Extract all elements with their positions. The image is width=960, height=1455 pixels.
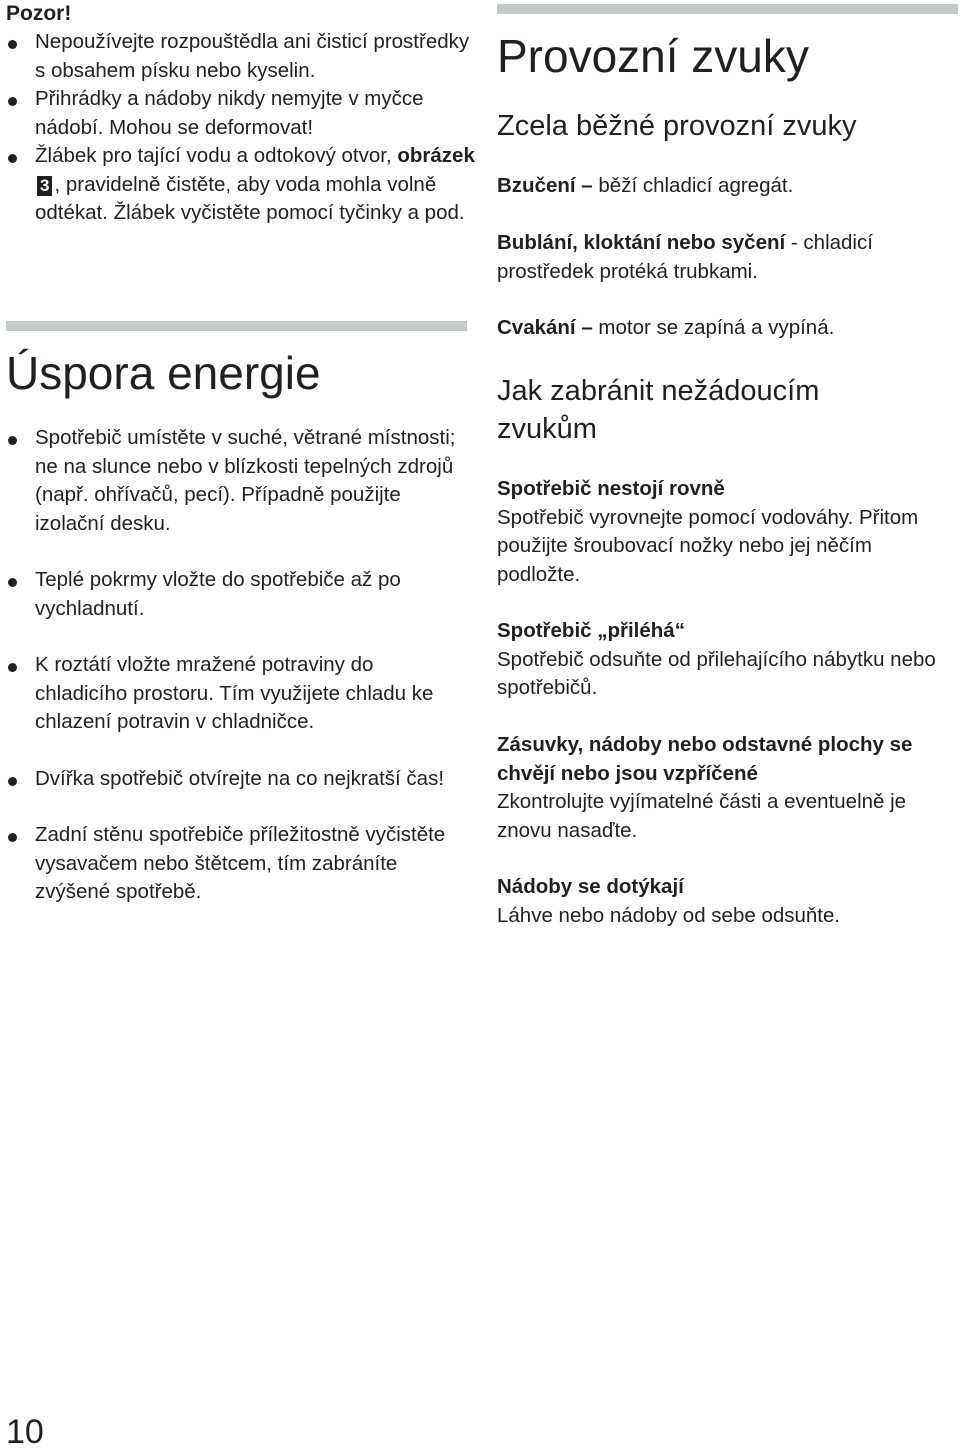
problem-solution: Láhve nebo nádoby od sebe odsuňte.	[497, 903, 841, 927]
page-number: 10	[6, 1413, 44, 1451]
problem-item	[497, 731, 952, 845]
noise-item	[497, 229, 952, 286]
warning-list	[6, 28, 476, 228]
energy-item: K roztátí vložte mražené potraviny do chladicího prostoru. Tím využijete chladu ke chlazení potravin v chladničce.	[6, 651, 468, 737]
energy-list	[6, 424, 468, 935]
warning-title: Pozor!	[6, 2, 72, 25]
bullet-icon	[8, 663, 17, 672]
normal-noise-subheading: Zcela běžné provozní zvuky	[497, 110, 857, 142]
problem-title: Zásuvky, nádoby nebo odstavné plochy se chvějí nebo jsou vzpříčené	[497, 733, 913, 785]
problem-solution: Spotřebič odsuňte od přilehajícího nábytku nebo spotřebičů.	[497, 647, 936, 699]
bullet-icon	[8, 578, 17, 587]
noise-description: motor se zapíná a vypíná.	[592, 316, 835, 339]
problem-solution: Spotřebič vyrovnejte pomocí vodováhy. Přitom použijte šroubovací nožky nebo jej něčím podložte.	[497, 505, 919, 586]
noise-term: Cvakání –	[497, 316, 593, 339]
noise-description: - chladicí prostředek protéká trubkami.	[497, 231, 873, 283]
bullet-icon	[8, 436, 17, 445]
problem-item	[497, 475, 952, 589]
figure-reference: obrázek	[397, 144, 475, 167]
warning-item: Nepoužívejte rozpouštědla ani čisticí prostředky s obsahem písku nebo kyselin.	[6, 28, 476, 85]
bullet-icon	[8, 154, 17, 163]
noise-term: Bublání, kloktání nebo syčení	[497, 231, 786, 254]
problem-title: Spotřebič „přiléhá“	[497, 619, 685, 642]
energy-heading: Úspora energie	[6, 347, 321, 399]
problem-item	[497, 617, 952, 703]
noise-description: běží chladicí agregát.	[592, 174, 794, 197]
energy-item: Spotřebič umístěte v suché, větrané místnosti; ne na slunce nebo v blízkosti tepelných zdrojů (např. ohřívačů, pecí). Případně použijte izolační desku.	[6, 424, 468, 538]
bullet-icon	[8, 40, 17, 49]
problem-title: Spotřebič nestojí rovně	[497, 477, 725, 500]
bullet-icon	[8, 97, 17, 106]
warning-item: Žlábek pro tající vodu a odtokový otvor, obrázek 3 , pravidelně čistěte, aby voda mohla volně odtékat. Žlábek vyčistěte pomocí tyčinky a pod.	[6, 142, 476, 228]
problem-title: Nádoby se dotýkají	[497, 875, 684, 898]
noise-heading: Provozní zvuky	[497, 30, 809, 82]
energy-item: Zadní stěnu spotřebiče příležitostně vyčistěte vysavačem nebo štětcem, tím zabráníte zvýšené spotřebě.	[6, 821, 468, 907]
warning-item: Přihrádky a nádoby nikdy nemyjte v myčce nádobí. Mohou se deformovat!	[6, 85, 476, 142]
energy-item: Teplé pokrmy vložte do spotřebiče až po vychladnutí.	[6, 566, 468, 623]
noise-term: Bzučení –	[497, 174, 593, 197]
energy-item: Dvířka spotřebič otvírejte na co nejkratší čas!	[6, 765, 468, 794]
section-divider	[6, 321, 467, 331]
figure-number-badge: 3	[37, 176, 52, 196]
noise-item	[497, 172, 952, 201]
prevent-noise-subheading: Jak zabránit nežádoucím zvukům	[497, 375, 820, 445]
section-divider	[497, 4, 958, 14]
bullet-icon	[8, 833, 17, 842]
problem-solution: Zkontrolujte vyjímatelné části a eventuelně je znovu nasaďte.	[497, 790, 907, 842]
problem-item	[497, 873, 952, 930]
bullet-icon	[8, 777, 17, 786]
noise-item	[497, 314, 952, 343]
